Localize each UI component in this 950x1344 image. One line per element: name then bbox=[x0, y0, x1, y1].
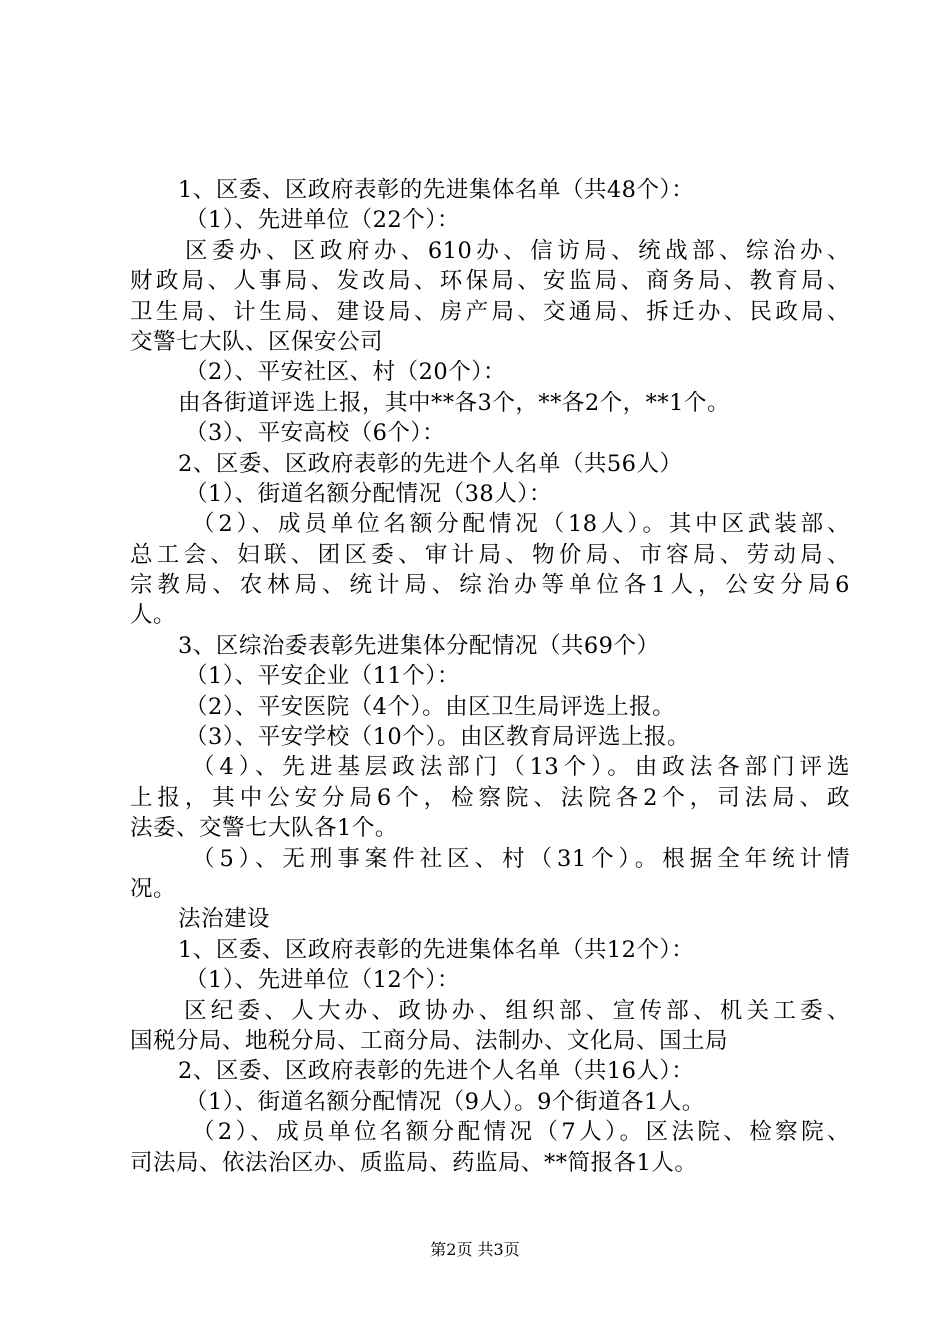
heading-line: 1、区委、区政府表彰的先进集体名单（共12个）： bbox=[178, 936, 695, 963]
section-title: 法治建设 bbox=[178, 906, 271, 933]
subheading-line: （2）、平安医院（4个）。由区卫生局评选上报。 bbox=[185, 693, 676, 720]
paragraph-line: 上报，其中公安分局6个，检察院、法院各2个，司法局、政 bbox=[130, 784, 850, 811]
subheading-line: （3）、平安高校（6个）： bbox=[185, 420, 446, 447]
page-footer: 第2页 共3页 bbox=[430, 1240, 520, 1259]
heading-line: 2、区委、区政府表彰的先进个人名单（共56人） bbox=[178, 450, 683, 477]
subheading-line: （1）、先进单位（22个）： bbox=[185, 207, 460, 234]
paragraph-line: 交警七大队、区保安公司 bbox=[130, 328, 384, 355]
heading-line: 2、区委、区政府表彰的先进个人名单（共16人）： bbox=[178, 1058, 695, 1085]
paragraph-line: 由各街道评选上报，其中**各3个，**各2个，**1个。 bbox=[178, 389, 730, 416]
paragraph-line: 总工会、妇联、团区委、审计局、物价局、市容局、劳动局、 bbox=[130, 541, 850, 568]
subheading-line: （2）、平安社区、村（20个）： bbox=[185, 359, 506, 386]
paragraph-line: 况。 bbox=[130, 875, 177, 902]
paragraph-line: 法委、交警七大队各1个。 bbox=[130, 815, 398, 842]
heading-line: 1、区委、区政府表彰的先进集体名单（共48个）： bbox=[178, 177, 695, 203]
paragraph-line: 宗教局、农林局、统计局、综治办等单位各1人，公安分局6 bbox=[130, 572, 850, 599]
paragraph-line: 区委办、区政府办、610办、信访局、统战部、综治办、 bbox=[185, 237, 850, 264]
paragraph-line: （5）、无刑事案件社区、村（31个）。根据全年统计情 bbox=[192, 845, 850, 872]
paragraph-line: （4）、先进基层政法部门（13个）。由政法各部门评选 bbox=[192, 754, 850, 781]
paragraph-line: 国税分局、地税分局、工商分局、法制办、文化局、国土局 bbox=[130, 1027, 729, 1054]
paragraph-line: 区纪委、人大办、政协办、组织部、宣传部、机关工委、 bbox=[184, 997, 850, 1024]
paragraph-line: 人。 bbox=[130, 602, 177, 629]
subheading-line: （1）、街道名额分配情况（9人）。9个街道各1人。 bbox=[185, 1088, 705, 1115]
document-body bbox=[130, 175, 850, 1178]
subheading-line: （1）、街道名额分配情况（38人）： bbox=[185, 480, 552, 507]
subheading-line: （1）、平安企业（11个）： bbox=[185, 663, 460, 690]
paragraph-line: 卫生局、计生局、建设局、房产局、交通局、拆迁办、民政局、 bbox=[130, 298, 850, 325]
paragraph-line: （2）、成员单位名额分配情况（7人）。区法院、检察院、 bbox=[192, 1119, 850, 1146]
paragraph-line: （2）、成员单位名额分配情况（18人）。其中区武装部、 bbox=[192, 511, 850, 538]
paragraph-line: 司法局、依法治区办、质监局、药监局、**简报各1人。 bbox=[130, 1149, 698, 1176]
subheading-line: （1）、先进单位（12个）： bbox=[185, 967, 460, 994]
subheading-line: （3）、平安学校（10个）。由区教育局评选上报。 bbox=[185, 724, 690, 751]
heading-line: 3、区综治委表彰先进集体分配情况（共69个） bbox=[178, 632, 660, 659]
paragraph-line: 财政局、人事局、发改局、环保局、安监局、商务局、教育局、 bbox=[130, 268, 850, 295]
